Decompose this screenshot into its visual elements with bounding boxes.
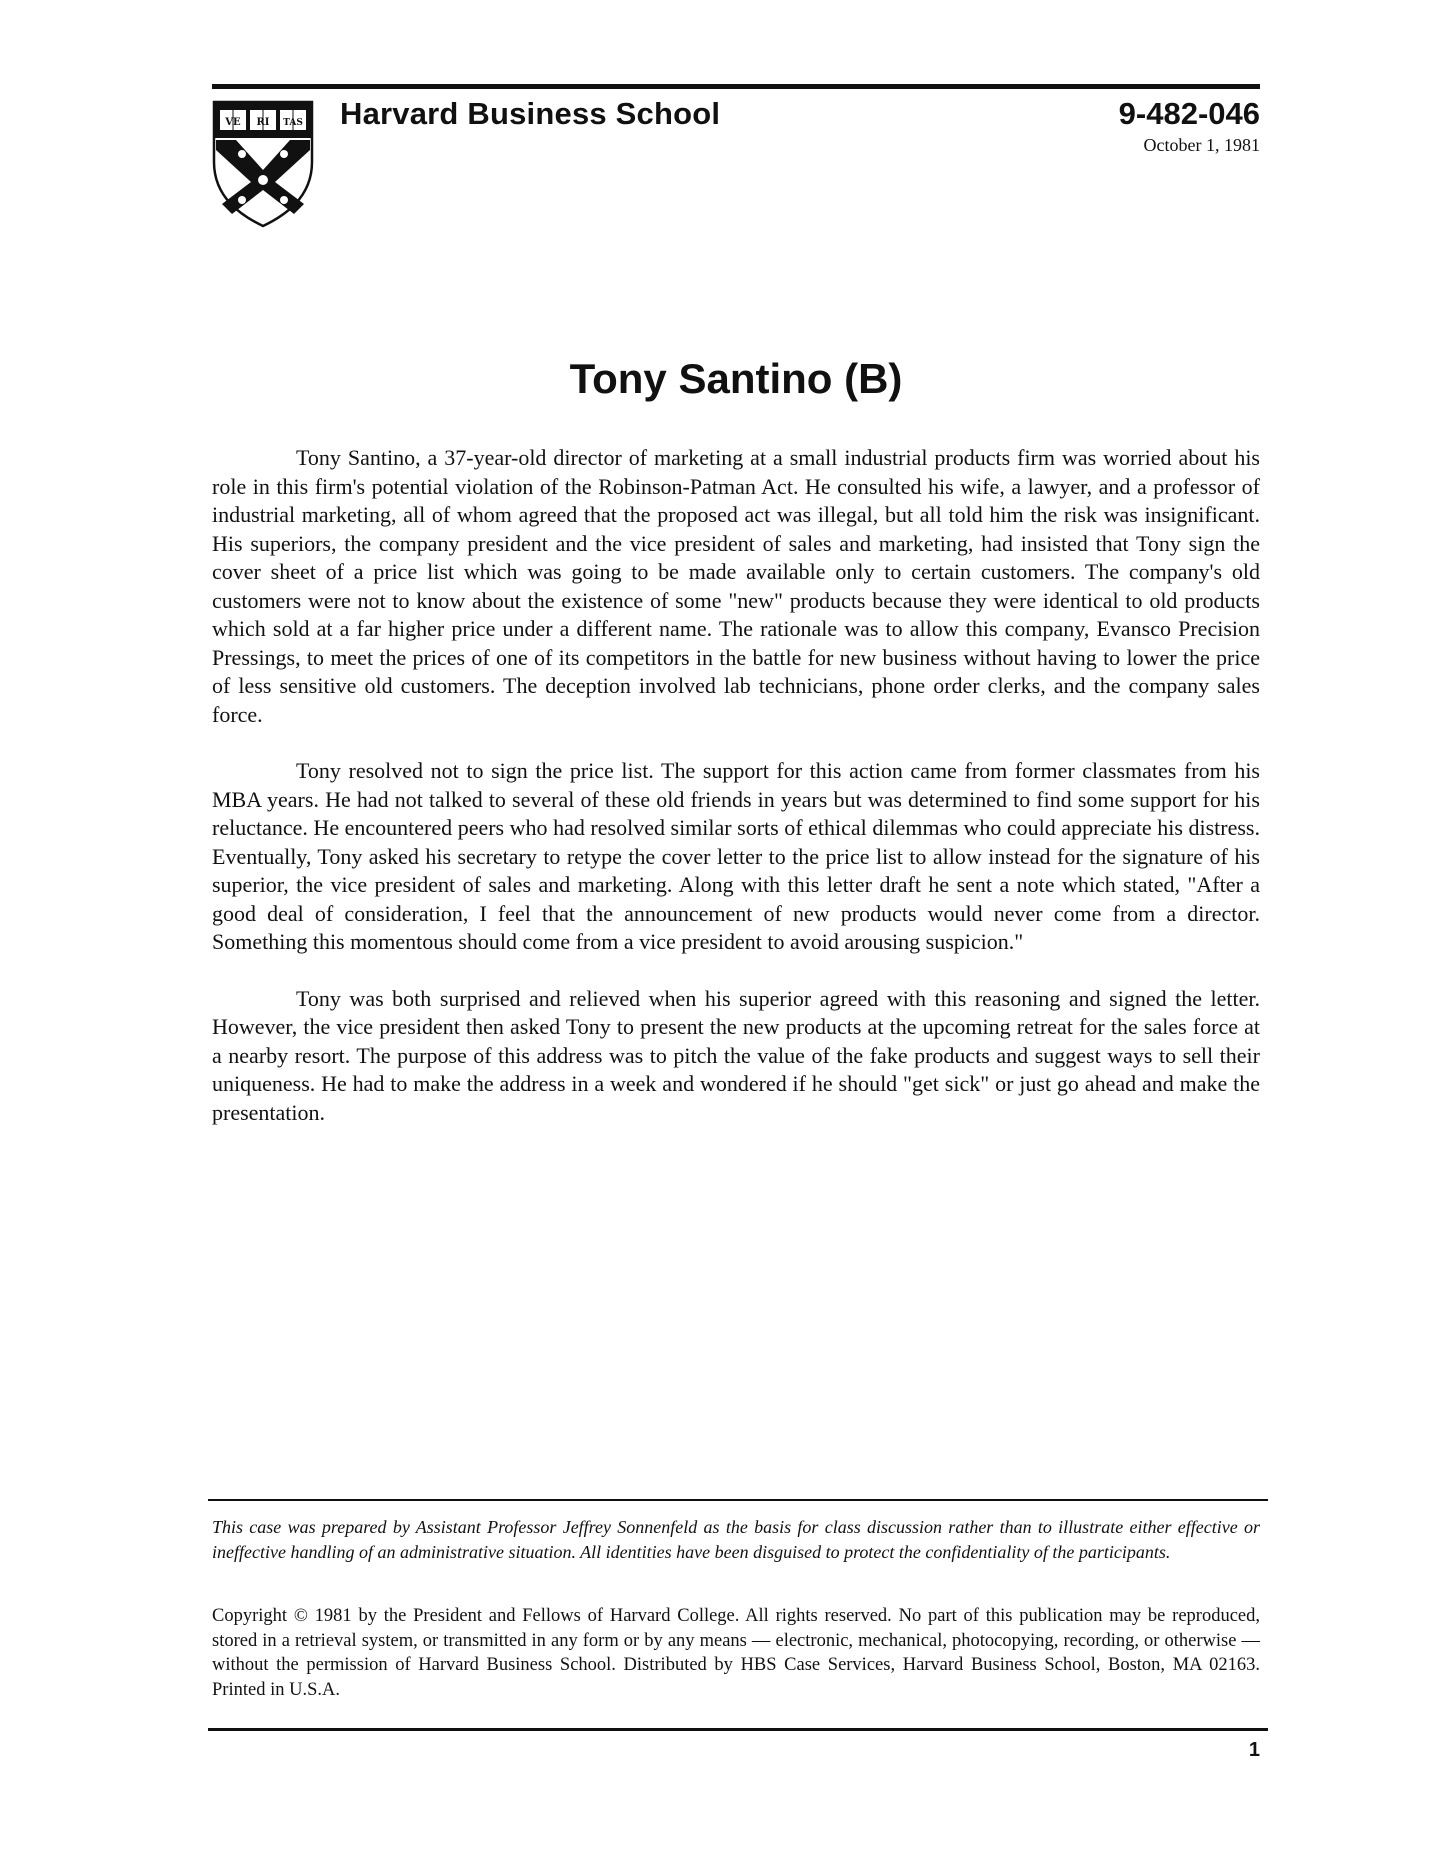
- shield-book-text: TAS: [283, 118, 303, 128]
- page-number: 1: [1248, 1739, 1260, 1761]
- case-body: [212, 444, 1260, 1155]
- document-title: Tony Santino (B): [569, 355, 903, 402]
- case-number: 9-482-046: [1118, 96, 1260, 131]
- body-paragraph: Tony Santino, a 37-year-old director of marketing at a small industrial products firm was worried about his role in this firm's potential violation of the Robinson-Patman Act. He consulted his wife, a lawyer, and a professor of industrial marketing, all of whom agreed that the proposed act was illegal, but all told him the risk was insignificant. His superiors, the company president and the vice president of sales and marketing, had insisted that Tony sign the cover sheet of a price list which was going to be made available only to certain customers. The company's old customers were not to know about the existence of some "new" products because they were identical to old products which sold at a far higher price under a different name. The rationale was to allow this company, Evansco Precision Pressings, to meet the prices of one of its competitors in the battle for new business without having to lower the price of less sensitive old customers. The deception involved lab technicians, phone order clerks, and the company sales force.: [212, 445, 1260, 727]
- hbs-shield-icon: [212, 100, 314, 228]
- body-paragraph: Tony resolved not to sign the price list. The support for this action came from former classmates from his MBA years. He had not talked to several of these old friends in years but was determined to find some support for his reluctance. He encountered peers who had resolved similar sorts of ethical dilemmas who could appreciate his distress. Eventually, Tony asked his secretary to retype the cover letter to the price list to allow instead for the signature of his superior, the vice president of sales and marketing. Along with this letter draft he sent a note which stated, "After a good deal of consideration, I feel that the announcement of new products would never come from a director. Something this momentous should come from a vice president to avoid arousing suspicion.": [212, 758, 1260, 954]
- footer-rule: [208, 1728, 1268, 1731]
- case-date: October 1, 1981: [1143, 135, 1260, 155]
- shield-books: [220, 110, 306, 130]
- header-rule: [212, 84, 1260, 89]
- copyright-notice: Copyright © 1981 by the President and Fellows of Harvard College. All rights reserved. No part of this publication may be reproduced, stored in a retrieval system, or transmitted in any form or by any means — electronic, mechanical, photocopying, recording, or otherwise — without the permission of Harvard Business School. Distributed by HBS Case Services, Harvard Business School, Boston, MA 02163. Printed in U.S.A.: [212, 1606, 1260, 1700]
- shield-book-text: RI: [256, 117, 270, 128]
- school-name: Harvard Business School: [340, 96, 721, 131]
- footnote: This case was prepared by Assistant Professor Jeffrey Sonnenfeld as the basis for class discussion rather than to illustrate either effective or ineffective handling of an administrative situation. All identities have been disguised to protect the confidentiality of the participants.: [212, 1517, 1260, 1562]
- shield-book-text: VE: [225, 117, 241, 128]
- footnote-rule: [208, 1499, 1268, 1501]
- body-paragraph: Tony was both surprised and relieved when his superior agreed with this reasoning and signed the letter. However, the vice president then asked Tony to present the new products at the upcoming retreat for the sales force at a nearby resort. The purpose of this address was to pitch the value of the fake products and suggest ways to sell their uniqueness. He had to make the address in a week and wondered if he should "get sick" or just go ahead and make the presentation.: [212, 985, 1260, 1125]
